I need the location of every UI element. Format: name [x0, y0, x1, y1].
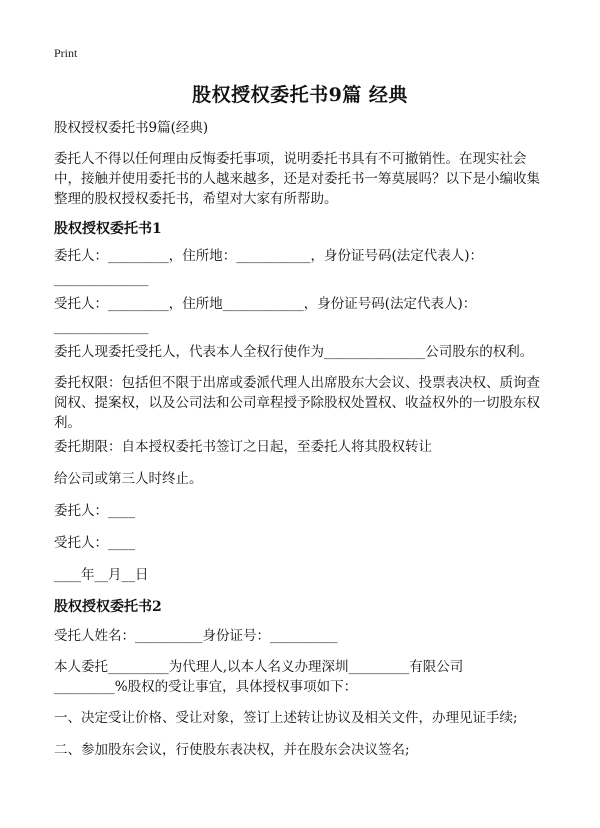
agent-line: 受托人：_________，住所地____________，身份证号码(法定代表人)：	[54, 296, 477, 312]
agent-signature: 受托人：____	[54, 535, 135, 551]
principal-line-continued: ______________	[54, 271, 149, 287]
scope-paragraph: 委托权限：包括但不限于出席或委派代理人出席股东大会议、投票表决权、质询查阅权、提案权，以及公司法和公司章程授予除股权处置权、收益权外的一切股东权利。	[54, 375, 540, 431]
agent-line-continued: ______________	[54, 319, 149, 335]
intro-paragraph: 委托人不得以任何理由反悔委托事项，说明委托书具有不可撤销性。在现实社会中，接触并使用委托书的人越来越多，还是对委托书一筹莫展吗？以下是小编收集整理的股权授权委托书，希望对大家有所帮助。	[54, 151, 540, 207]
document-subtitle: 股权授权委托书9篇(经典)	[54, 120, 209, 136]
entrust-line: 本人委托_________为代理人,以本人名义办理深圳_________有限公司	[54, 659, 464, 675]
authorized-item-2: 二、参加股东会议，行使股东表决权，并在股东会决议签名;	[54, 742, 410, 758]
term-line-continued: 给公司或第三人时终止。	[54, 471, 203, 487]
principal-line: 委托人：_________，住所地：___________，身份证号码(法定代表人)：	[54, 248, 484, 264]
entrust-line-continued: _________%股权的受让事宜，具体授权事项如下：	[54, 679, 358, 695]
section2-heading: 股权授权委托书2	[54, 599, 162, 615]
authorized-item-1: 一、决定受让价格、受让对象，签订上述转让协议及相关文件，办理见证手续;	[54, 710, 518, 726]
term-line: 委托期限：自本授权委托书签订之日起，至委托人将其股权转让	[54, 439, 432, 455]
section1-heading: 股权授权委托书1	[54, 221, 162, 237]
document-title: 股权授权委托书9篇 经典	[192, 84, 408, 106]
signing-date: ____年__月__日	[54, 567, 149, 583]
agent-info-line: 受托人姓名：__________身份证号：__________	[54, 628, 338, 644]
print-link[interactable]: Print	[54, 46, 78, 60]
principal-signature: 委托人：____	[54, 503, 135, 519]
authorization-paragraph: 委托人现委托受托人，代表本人全权行使作为_______________公司股东的权利。	[54, 344, 534, 360]
